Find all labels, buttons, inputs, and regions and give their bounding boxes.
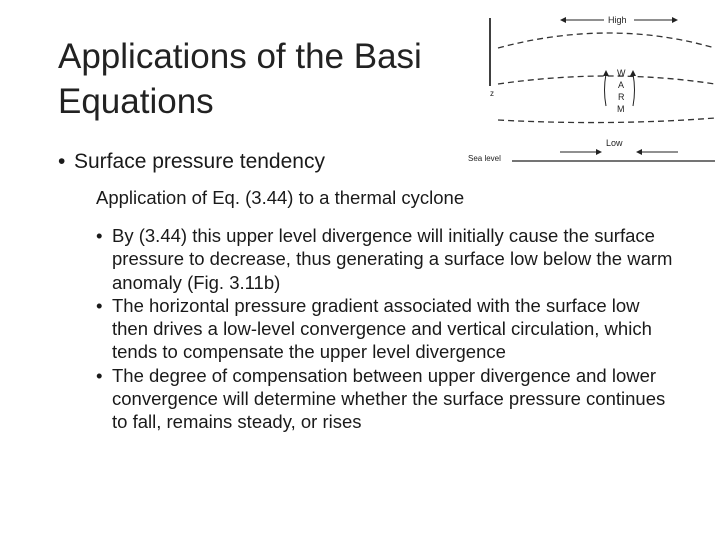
slide-title bbox=[58, 34, 478, 124]
warm-letter-r: R bbox=[618, 92, 625, 102]
rising-arrowhead-left bbox=[603, 70, 609, 76]
slide-title-line-2: Equations bbox=[58, 82, 214, 121]
rising-arrow-right bbox=[633, 74, 635, 106]
warm-letter-w: W bbox=[617, 68, 626, 78]
main-bullet-text: Surface pressure tendency bbox=[74, 150, 325, 173]
list-item-text: The degree of compensation between upper divergence and lower convergence will determine whether the surface pressure continues to fall, remains steady, or rises bbox=[112, 364, 666, 433]
list-item bbox=[96, 224, 676, 294]
z-axis-label: z bbox=[490, 89, 494, 98]
main-bullet bbox=[58, 148, 325, 176]
upper-isobar bbox=[498, 33, 715, 48]
detail-list bbox=[96, 224, 676, 434]
middle-isobar bbox=[498, 76, 715, 84]
warm-letter-m: M bbox=[617, 104, 625, 114]
bullet-marker: • bbox=[96, 225, 103, 246]
warm-letter-a: A bbox=[618, 80, 625, 90]
bullet-marker: • bbox=[58, 150, 66, 173]
slide-title-line-1: Applications of the Basi bbox=[58, 37, 422, 76]
low-arrowhead-right bbox=[636, 149, 642, 155]
list-item-text: By (3.44) this upper level divergence will initially cause the surface pressure to decrease, thus generating a surface low below the warm anomaly (Fig. 3.11b) bbox=[112, 225, 673, 293]
low-label: Low bbox=[606, 138, 623, 148]
list-item bbox=[96, 364, 676, 434]
high-arrowhead-right bbox=[672, 17, 678, 23]
lower-isobar bbox=[498, 118, 715, 123]
subheading: Application of Eq. (3.44) to a thermal cyclone bbox=[96, 187, 465, 208]
high-label: High bbox=[608, 15, 627, 25]
bullet-marker: • bbox=[96, 294, 103, 316]
thermal-cyclone-figure bbox=[460, 8, 720, 168]
sea-level-label: Sea level bbox=[468, 154, 501, 163]
list-item-text: The horizontal pressure gradient associated with the surface low then drives a low-level convergence and vertical circulation, which tends to compensate the upper level divergence bbox=[112, 294, 652, 363]
high-arrowhead-left bbox=[560, 17, 566, 23]
low-arrowhead-left bbox=[596, 149, 602, 155]
list-item bbox=[96, 294, 676, 364]
rising-arrow-left bbox=[605, 74, 607, 106]
rising-arrowhead-right bbox=[630, 70, 636, 76]
bullet-marker: • bbox=[96, 364, 103, 386]
